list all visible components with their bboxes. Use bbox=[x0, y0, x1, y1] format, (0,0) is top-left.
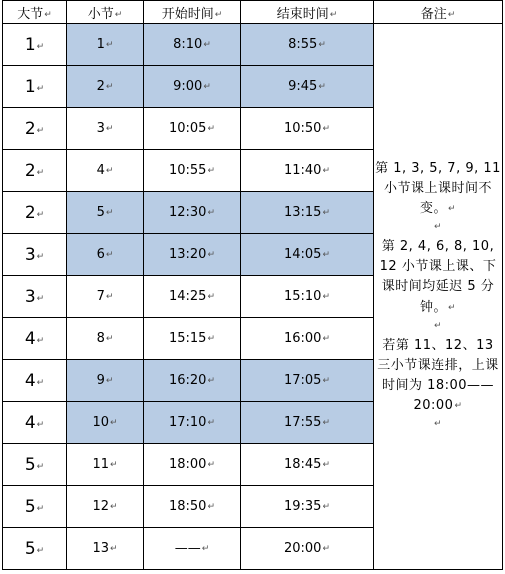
start-time-cell bbox=[144, 234, 241, 276]
end-time-cell-text: 19:35 bbox=[283, 499, 322, 514]
paragraph-mark: ↵ bbox=[110, 418, 118, 428]
minor-period-cell-text: 7 bbox=[96, 289, 105, 304]
major-period-cell bbox=[3, 150, 67, 192]
paragraph-mark: ↵ bbox=[433, 320, 443, 331]
paragraph-mark: ↵ bbox=[447, 302, 457, 313]
paragraph-mark: ↵ bbox=[207, 250, 215, 260]
paragraph-mark: ↵ bbox=[454, 401, 463, 412]
major-period-cell-text: 5 bbox=[24, 496, 36, 517]
end-time-cell-text: 20:00 bbox=[283, 541, 322, 556]
minor-period-cell-text: 6 bbox=[96, 247, 105, 262]
paragraph-mark: ↵ bbox=[36, 167, 45, 178]
paragraph-mark: ↵ bbox=[207, 460, 215, 470]
minor-period-cell bbox=[67, 66, 144, 108]
note-text: 第 2, 4, 6, 8, 10, 12 小节课上课、下课时间均延迟 5 分钟。 bbox=[379, 239, 497, 315]
end-time-cell-text: 14:05 bbox=[283, 247, 322, 262]
end-time-cell-text: 9:45 bbox=[288, 79, 318, 94]
note-note1 bbox=[374, 159, 502, 219]
note-text: 若第 11、12、13 三小节课连排，上课时间为 18:00——20:00 bbox=[377, 337, 499, 414]
note-note3 bbox=[374, 336, 502, 417]
major-period-cell bbox=[3, 108, 67, 150]
minor-period-cell-text: 9 bbox=[96, 373, 105, 388]
paragraph-mark: ↵ bbox=[318, 40, 326, 50]
major-period-cell-text: 2 bbox=[24, 160, 36, 181]
paragraph-mark: ↵ bbox=[105, 376, 114, 386]
paragraph-mark: ↵ bbox=[36, 251, 45, 262]
start-time-cell bbox=[144, 402, 241, 444]
table-row bbox=[3, 24, 503, 66]
minor-period-cell-text: 12 bbox=[92, 499, 109, 514]
paragraph-mark: ↵ bbox=[105, 82, 114, 92]
major-period-cell bbox=[3, 24, 67, 66]
paragraph-mark: ↵ bbox=[433, 419, 443, 430]
paragraph-mark: ↵ bbox=[105, 166, 114, 176]
minor-period-cell bbox=[67, 486, 144, 528]
end-time-cell bbox=[241, 234, 374, 276]
major-period-cell-text: 2 bbox=[24, 118, 36, 139]
minor-period-cell bbox=[67, 318, 144, 360]
note-note2 bbox=[374, 237, 502, 318]
header-end-time: 结束时间↵ bbox=[241, 1, 374, 24]
major-period-cell-text: 1 bbox=[24, 76, 36, 97]
header-major-period: 大节↵ bbox=[3, 1, 67, 24]
start-time-cell bbox=[144, 192, 241, 234]
start-time-cell bbox=[144, 276, 241, 318]
start-time-cell-text: 15:15 bbox=[168, 331, 207, 346]
start-time-cell-text: 10:05 bbox=[168, 121, 207, 136]
major-period-cell-text: 2 bbox=[24, 202, 36, 223]
end-time-cell bbox=[241, 108, 374, 150]
paragraph-mark: ↵ bbox=[203, 40, 211, 50]
end-time-cell-text: 8:55 bbox=[288, 37, 318, 52]
end-time-cell-text: 15:10 bbox=[283, 289, 322, 304]
major-period-cell-text: 1 bbox=[24, 34, 36, 55]
paragraph-mark: ↵ bbox=[322, 124, 330, 134]
paragraph-mark: ↵ bbox=[105, 250, 114, 260]
minor-period-cell-text: 11 bbox=[92, 457, 109, 472]
end-time-cell bbox=[241, 66, 374, 108]
end-time-cell bbox=[241, 402, 374, 444]
minor-period-cell bbox=[67, 444, 144, 486]
end-time-cell bbox=[241, 318, 374, 360]
major-period-cell bbox=[3, 192, 67, 234]
major-period-cell-text: 4 bbox=[24, 370, 36, 391]
paragraph-mark: ↵ bbox=[36, 377, 45, 388]
header-notes: 备注↵ bbox=[374, 1, 503, 24]
paragraph-mark: ↵ bbox=[322, 334, 330, 344]
note-text: 第 1, 3, 5, 7, 9, 11 小节课上课时间不变。 bbox=[375, 160, 501, 216]
minor-period-cell bbox=[67, 528, 144, 570]
end-time-cell bbox=[241, 528, 374, 570]
start-time-cell-text: 18:50 bbox=[168, 499, 207, 514]
paragraph-mark: ↵ bbox=[36, 545, 45, 556]
end-time-cell bbox=[241, 486, 374, 528]
paragraph-mark: ↵ bbox=[105, 292, 114, 302]
paragraph-mark: ↵ bbox=[433, 222, 443, 233]
start-time-cell-text: 18:00 bbox=[168, 457, 207, 472]
minor-period-cell-text: 4 bbox=[96, 163, 105, 178]
start-time-cell bbox=[144, 108, 241, 150]
start-time-cell-text: —— bbox=[174, 541, 201, 556]
end-time-cell-text: 17:55 bbox=[283, 415, 322, 430]
major-period-cell bbox=[3, 528, 67, 570]
end-time-cell bbox=[241, 24, 374, 66]
major-period-cell-text: 3 bbox=[24, 244, 36, 265]
paragraph-mark: ↵ bbox=[203, 82, 211, 92]
major-period-cell-text: 3 bbox=[24, 286, 36, 307]
paragraph-mark: ↵ bbox=[110, 544, 118, 554]
paragraph-mark: ↵ bbox=[36, 461, 45, 472]
paragraph-mark: ↵ bbox=[110, 502, 118, 512]
minor-period-cell-text: 5 bbox=[96, 205, 105, 220]
paragraph-mark: ↵ bbox=[322, 502, 330, 512]
start-time-cell-text: 8:10 bbox=[173, 37, 203, 52]
minor-period-cell-text: 13 bbox=[92, 541, 109, 556]
start-time-cell-text: 10:55 bbox=[168, 163, 207, 178]
end-time-cell bbox=[241, 192, 374, 234]
major-period-cell-text: 4 bbox=[24, 328, 36, 349]
paragraph-mark: ↵ bbox=[36, 335, 45, 346]
major-period-cell bbox=[3, 66, 67, 108]
header-minor-period: 小节↵ bbox=[67, 1, 144, 24]
end-time-cell-text: 16:00 bbox=[283, 331, 322, 346]
end-time-cell-text: 10:50 bbox=[283, 121, 322, 136]
paragraph-mark: ↵ bbox=[447, 204, 457, 214]
start-time-cell bbox=[144, 486, 241, 528]
paragraph-mark: ↵ bbox=[207, 292, 215, 302]
minor-period-cell bbox=[67, 360, 144, 402]
minor-period-cell bbox=[67, 276, 144, 318]
paragraph-mark: ↵ bbox=[322, 376, 330, 386]
minor-period-cell bbox=[67, 192, 144, 234]
paragraph-mark: ↵ bbox=[36, 209, 45, 220]
major-period-cell bbox=[3, 402, 67, 444]
schedule-table bbox=[2, 0, 503, 570]
start-time-cell bbox=[144, 150, 241, 192]
paragraph-mark: ↵ bbox=[105, 208, 114, 218]
minor-period-cell-text: 2 bbox=[96, 79, 105, 94]
minor-period-cell-text: 3 bbox=[96, 121, 105, 136]
paragraph-mark: ↵ bbox=[36, 503, 45, 514]
paragraph-mark: ↵ bbox=[322, 460, 330, 470]
minor-period-cell bbox=[67, 24, 144, 66]
paragraph-mark: ↵ bbox=[322, 292, 330, 302]
minor-period-cell bbox=[67, 234, 144, 276]
paragraph-mark: ↵ bbox=[207, 376, 215, 386]
notes-cell bbox=[374, 24, 503, 570]
minor-period-cell-text: 1 bbox=[96, 37, 105, 52]
paragraph-mark: ↵ bbox=[322, 250, 330, 260]
paragraph-mark: ↵ bbox=[105, 334, 114, 344]
end-time-cell-text: 18:45 bbox=[283, 457, 322, 472]
paragraph-mark: ↵ bbox=[36, 125, 45, 136]
start-time-cell bbox=[144, 360, 241, 402]
major-period-cell bbox=[3, 486, 67, 528]
header-row bbox=[3, 1, 503, 24]
major-period-cell bbox=[3, 444, 67, 486]
paragraph-mark: ↵ bbox=[318, 82, 326, 92]
minor-period-cell-text: 10 bbox=[92, 415, 109, 430]
major-period-cell bbox=[3, 318, 67, 360]
paragraph-mark: ↵ bbox=[322, 208, 330, 218]
major-period-cell bbox=[3, 276, 67, 318]
end-time-cell bbox=[241, 444, 374, 486]
major-period-cell bbox=[3, 360, 67, 402]
paragraph-mark: ↵ bbox=[207, 124, 215, 134]
paragraph-mark: ↵ bbox=[110, 460, 118, 470]
paragraph-mark: ↵ bbox=[207, 502, 215, 512]
header-start-time: 开始时间↵ bbox=[144, 1, 241, 24]
major-period-cell bbox=[3, 234, 67, 276]
start-time-cell bbox=[144, 444, 241, 486]
minor-period-cell bbox=[67, 150, 144, 192]
paragraph-mark: ↵ bbox=[36, 41, 45, 52]
start-time-cell bbox=[144, 528, 241, 570]
major-period-cell-text: 5 bbox=[24, 454, 36, 475]
paragraph-mark: ↵ bbox=[207, 418, 215, 428]
paragraph-mark: ↵ bbox=[105, 124, 114, 134]
paragraph-mark: ↵ bbox=[207, 208, 215, 218]
end-time-cell-text: 11:40 bbox=[283, 163, 322, 178]
major-period-cell-text: 4 bbox=[24, 412, 36, 433]
end-time-cell-text: 17:05 bbox=[283, 373, 322, 388]
paragraph-mark: ↵ bbox=[207, 334, 215, 344]
start-time-cell bbox=[144, 318, 241, 360]
end-time-cell bbox=[241, 276, 374, 318]
paragraph-mark: ↵ bbox=[322, 166, 330, 176]
paragraph-mark: ↵ bbox=[207, 166, 215, 176]
paragraph-mark: ↵ bbox=[36, 293, 45, 304]
start-time-cell bbox=[144, 24, 241, 66]
end-time-cell-text: 13:15 bbox=[283, 205, 322, 220]
start-time-cell-text: 17:10 bbox=[168, 415, 207, 430]
minor-period-cell-text: 8 bbox=[96, 331, 105, 346]
start-time-cell-text: 9:00 bbox=[173, 79, 203, 94]
minor-period-cell bbox=[67, 402, 144, 444]
paragraph-mark: ↵ bbox=[36, 419, 45, 430]
paragraph-mark: ↵ bbox=[105, 40, 114, 50]
start-time-cell bbox=[144, 66, 241, 108]
start-time-cell-text: 14:25 bbox=[168, 289, 207, 304]
paragraph-mark: ↵ bbox=[322, 418, 330, 428]
paragraph-mark: ↵ bbox=[322, 544, 330, 554]
start-time-cell-text: 12:30 bbox=[168, 205, 207, 220]
end-time-cell bbox=[241, 360, 374, 402]
minor-period-cell bbox=[67, 108, 144, 150]
paragraph-mark: ↵ bbox=[36, 83, 45, 94]
start-time-cell-text: 13:20 bbox=[168, 247, 207, 262]
paragraph-mark: ↵ bbox=[201, 544, 210, 554]
end-time-cell bbox=[241, 150, 374, 192]
major-period-cell-text: 5 bbox=[24, 538, 36, 559]
start-time-cell-text: 16:20 bbox=[168, 373, 207, 388]
